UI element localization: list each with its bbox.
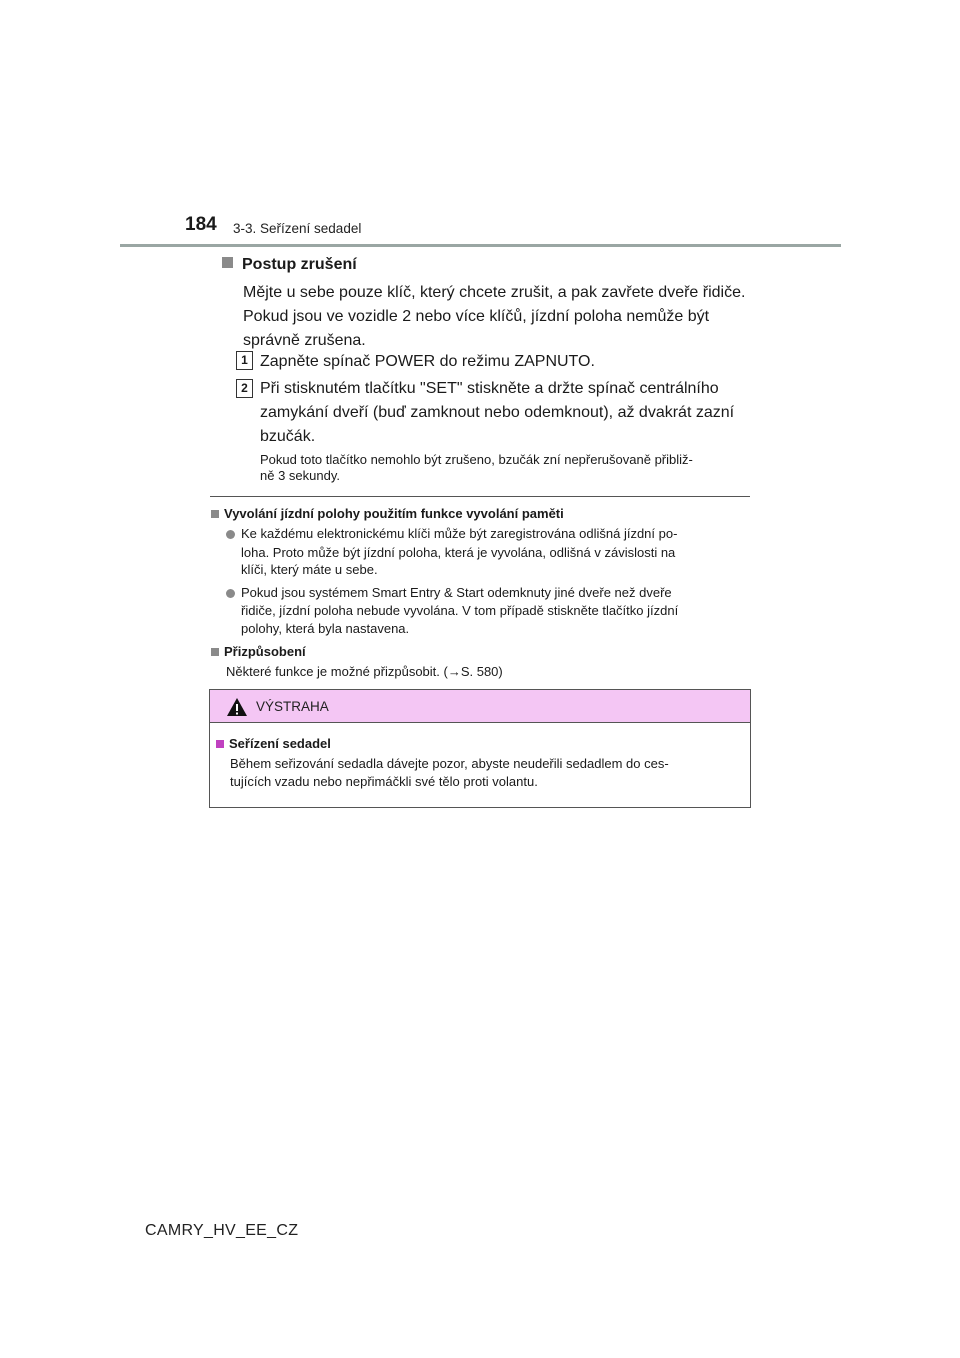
warning-header <box>210 690 750 723</box>
bullet-line: Pokud jsou systémem Smart Entry & Start odemknuty jiné dveře než dveře <box>241 585 672 600</box>
step-badge: 2 <box>236 379 253 398</box>
section-divider <box>210 496 750 497</box>
note-line: Pokud toto tlačítko nemohlo být zrušeno, bzučák zní nepřerušovaně přibliž- <box>260 452 693 467</box>
bullet-line: Ke každému elektronickému klíči může být zaregistrována odlišná jízdní po- <box>241 526 678 541</box>
step-text: zamykání dveří (buď zamknout nebo odemknout), až dvakrát zazní <box>260 404 735 421</box>
section-heading-recall <box>211 506 564 521</box>
section-heading-custom <box>211 644 306 659</box>
bullet-line: klíči, který máte u sebe. <box>241 562 378 577</box>
square-bullet-icon <box>222 257 233 268</box>
step-text: Při stisknutém tlačítku "SET" stiskněte a držte spínač centrálního <box>260 380 719 397</box>
warning-line: Během seřizování sedadla dávejte pozor, abyste neudeřili sedadlem do ces- <box>230 756 669 771</box>
bullet-line: loha. Proto může být jízdní poloha, která je vyvolána, odlišná v závislosti na <box>241 545 676 560</box>
header-divider <box>120 244 841 247</box>
bullet-line: řidiče, jízdní poloha nebude vyvolána. V tom případě stiskněte tlačítko jízdní <box>241 603 679 618</box>
note-line: ně 3 sekundy. <box>260 468 340 483</box>
round-bullet-icon <box>226 530 235 539</box>
step-text: bzučák. <box>260 428 316 445</box>
step-badge: 1 <box>236 351 253 370</box>
warning-label: VÝSTRAHA <box>256 699 329 714</box>
warning-box <box>209 689 751 808</box>
bullet-line: polohy, která byla nastavena. <box>241 621 410 636</box>
intro-line: správně zrušena. <box>243 332 366 349</box>
document-code: CAMRY_HV_EE_CZ <box>145 1222 299 1239</box>
section-title: Vyvolání jízdní polohy použitím funkce vyvolání paměti <box>224 506 564 521</box>
warning-heading <box>216 736 331 751</box>
step-text: Zapněte spínač POWER do režimu ZAPNUTO. <box>260 353 595 370</box>
round-bullet-icon <box>226 589 235 598</box>
square-bullet-icon <box>211 510 219 518</box>
intro-line: Mějte u sebe pouze klíč, který chcete zrušit, a pak zavřete dveře řidiče. <box>243 284 746 301</box>
warning-triangle-icon <box>226 697 248 717</box>
section-heading-cancel <box>222 256 357 274</box>
page-number: 184 <box>185 214 217 235</box>
square-bullet-icon <box>211 648 219 656</box>
section-title: Postup zrušení <box>242 256 357 273</box>
chapter-title: 3-3. Seřízení sedadel <box>233 221 362 236</box>
square-bullet-icon <box>216 740 224 748</box>
intro-line: Pokud jsou ve vozidle 2 nebo více klíčů, jízdní poloha nemůže být <box>243 308 710 325</box>
warning-line: tujících vzadu nebo nepřimáčkli své tělo proti volantu. <box>230 774 538 789</box>
custom-text: Některé funkce je možné přizpůsobit. (→S. 580) <box>226 664 503 679</box>
warning-title: Seřízení sedadel <box>229 736 331 751</box>
section-title: Přizpůsobení <box>224 644 306 659</box>
